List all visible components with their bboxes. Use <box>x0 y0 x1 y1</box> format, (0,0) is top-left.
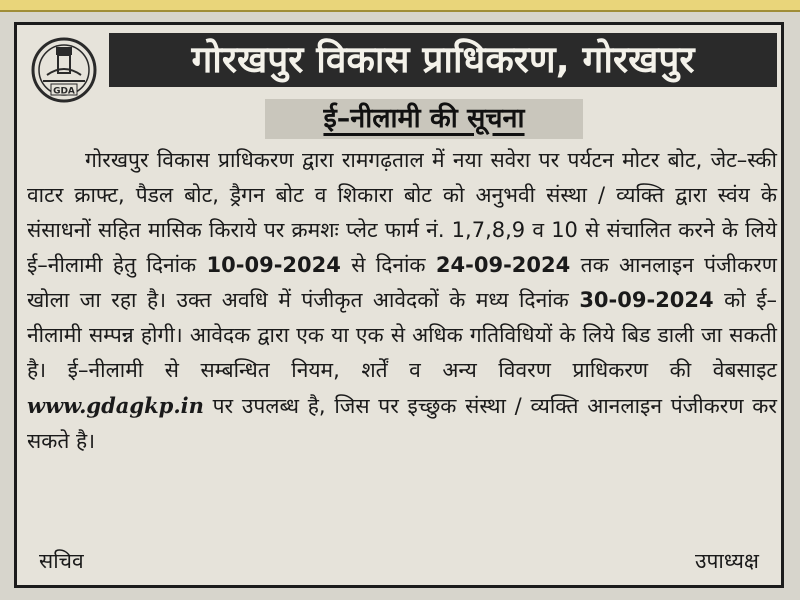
notice-subtitle: ई–नीलामी की सूचना <box>265 99 583 139</box>
auction-date: 30-09-2024 <box>579 288 714 312</box>
body-segment-2: से दिनांक <box>351 253 426 277</box>
registration-end-date: 24-09-2024 <box>435 253 571 277</box>
body-segment-5: पर उपलब्ध है, जिस पर इच्छुक संस्था / व्यक्ति आनलाइन पंजीकरण कर सकते है। <box>27 394 777 453</box>
signature-vice-chairman: उपाध्यक्ष <box>694 549 759 573</box>
newspaper-top-strip <box>0 0 800 12</box>
registration-start-date: 10-09-2024 <box>206 253 341 277</box>
notice-box <box>14 22 784 588</box>
body-segment-4: को ई–नीलामी सम्पन्न होगी। आवेदक द्वारा एक या एक से अधिक गतिविधियों के लिये बिड डाली जा सकती है। ई–नीलामी से सम्बन्धित नियम, शर्तें व अन्य विवरण प्राधिकरण की वेबसाइट <box>27 288 778 382</box>
gda-logo-icon <box>27 35 101 105</box>
website-link[interactable]: www.gdagkp.in <box>27 393 204 418</box>
notice-header: गोरखपुर विकास प्राधिकरण, गोरखपुर <box>109 33 777 87</box>
body-segment-3: तक आनलाइन पंजीकरण खोला जा रहा है। उक्त अवधि में पंजीकृत आवेदकों के मध्य दिनांक <box>27 253 777 312</box>
logo-text: GDA <box>53 86 75 97</box>
signature-secretary: सचिव <box>39 549 84 573</box>
notice-paragraph <box>27 143 777 459</box>
notice-body <box>27 143 777 459</box>
body-segment-1: गोरखपुर विकास प्राधिकरण द्वारा रामगढ़ताल में नया सवेरा पर पर्यटन मोटर बोट, जेट–स्की वाटर क्राफ्ट, पैडल बोट, ड्रैगन बोट व शिकारा बोट को अनुभवी संस्था / व्यक्ति द्वारा स्वंय के संसाधनों सहित मासिक किराये पर क्रमशः प्लेट फार्म नं. 1,7,8,9 व 10 से संचालित करने के लिये ई–नीलामी हेतु दिनांक <box>27 148 777 277</box>
